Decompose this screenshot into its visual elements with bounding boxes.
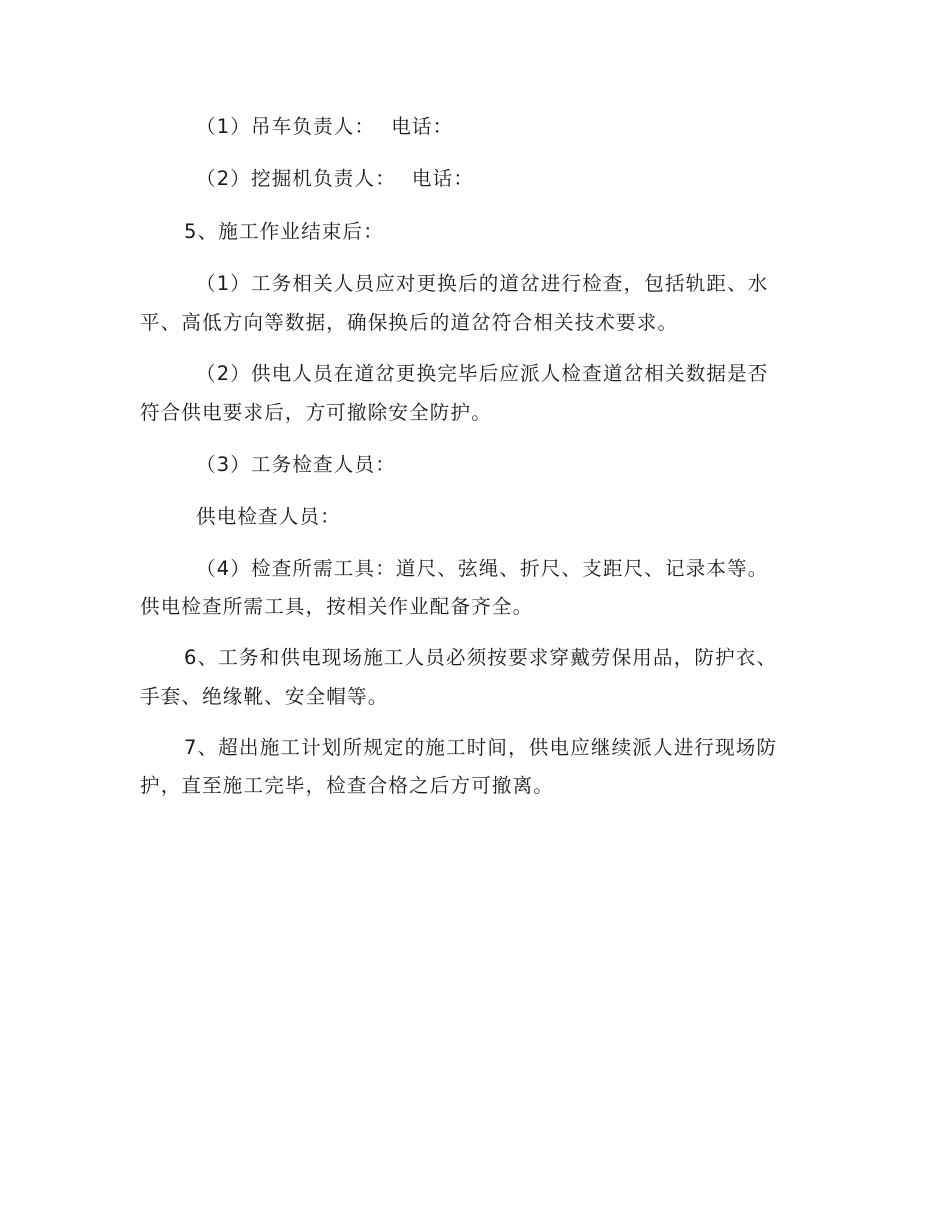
text-line: 平、高低方向等数据，确保换后的道岔符合相关技术要求。 — [140, 311, 679, 334]
text-line: （4）检查所需工具：道尺、弦绳、折尺、支距尺、记录本等。 — [196, 557, 769, 580]
text-line: （3）工务检查人员： — [196, 453, 396, 476]
text-line: （1）工务相关人员应对更换后的道岔进行检查，包括轨距、水 — [196, 272, 769, 295]
text-line: 手套、绝缘靴、安全帽等。 — [140, 685, 389, 708]
text-line: 供电检查所需工具，按相关作业配备齐全。 — [140, 595, 534, 618]
text-line — [196, 166, 876, 192]
text-line — [196, 114, 876, 140]
text-line: （2）供电人员在道岔更换完毕后应派人检查道岔相关数据是否 — [196, 362, 769, 385]
phone-label: 电话： — [391, 115, 454, 138]
excavator-supervisor-label: （2）挖掘机负责人： — [196, 167, 396, 190]
section-heading: 5、施工作业结束后： — [184, 220, 384, 243]
section-heading: 7、超出施工计划所规定的施工时间，供电应继续派人进行现场防 — [184, 736, 778, 759]
section-heading: 6、工务和供电现场施工人员必须按要求穿戴劳保用品，防护衣、 — [184, 646, 778, 669]
phone-label: 电话： — [411, 167, 475, 190]
crane-supervisor-label: （1）吊车负责人： — [196, 115, 376, 138]
text-line: 护，直至施工完毕，检查合格之后方可撤离。 — [140, 774, 555, 797]
text-line: 供电检查人员： — [196, 505, 341, 528]
text-line: 符合供电要求后，方可撤除安全防护。 — [140, 401, 492, 424]
